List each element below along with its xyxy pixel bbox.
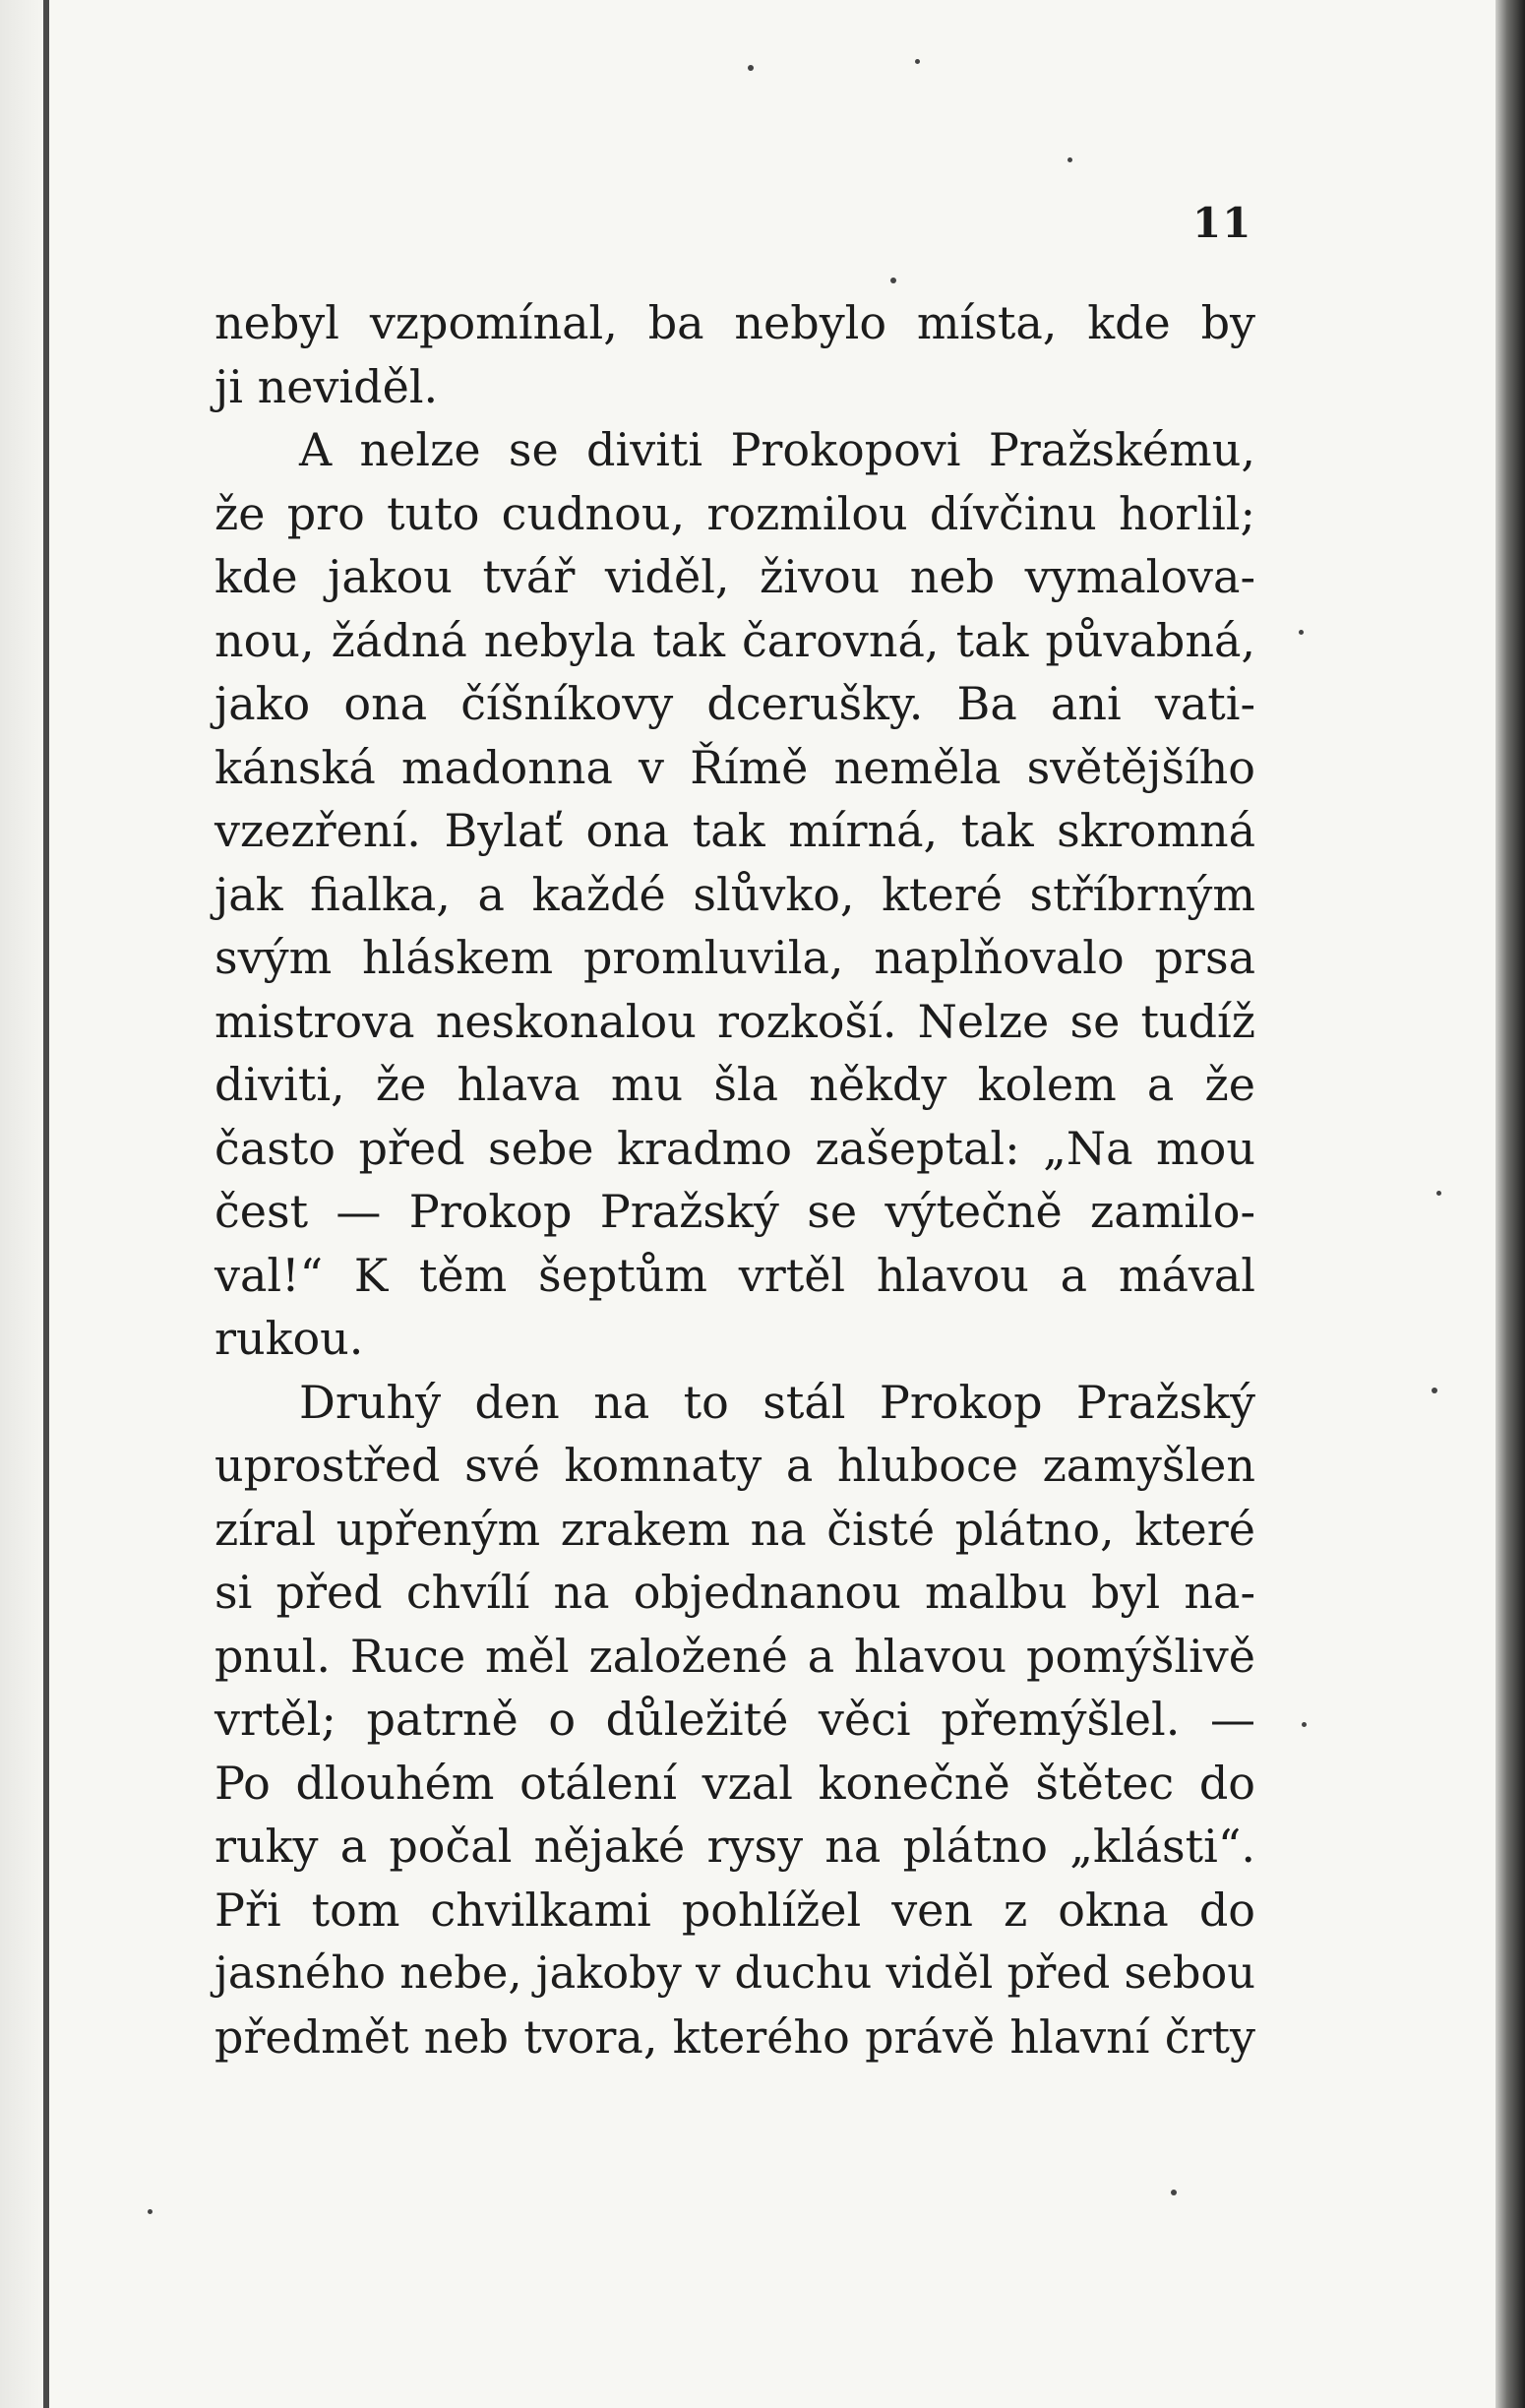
text-line: svým hláskem promluvila, naplňovalo prsa	[214, 931, 1255, 984]
text-line: jako ona číšníkovy dcerušky. Ba ani vati-	[214, 677, 1255, 730]
body-text	[214, 291, 1255, 2068]
text-line: Po dlouhém otálení vzal konečně štětec do	[214, 1756, 1255, 1810]
page-number: 11	[1192, 199, 1252, 247]
text-line: ruky a počal nějaké rysy na plátno „klásti“.	[214, 1820, 1255, 1873]
text-line: zíral upřeným zrakem na čisté plátno, které	[214, 1502, 1255, 1556]
text-line: že pro tuto cudnou, rozmilou dívčinu horlil;	[214, 486, 1255, 540]
text-line: vrtěl; patrně o důležité věci přemýšlel. —	[214, 1693, 1255, 1746]
text-line: kánská madonna v Římě neměla světějšího	[214, 740, 1255, 794]
text-line: nou, žádná nebyla tak čarovná, tak půvabná,	[214, 613, 1255, 667]
binding-edge	[43, 0, 49, 2408]
text-line: často před sebe kradmo zašeptal: „Na mou	[214, 1121, 1255, 1175]
text-line: rukou.	[214, 1312, 364, 1365]
text-line: kde jakou tvář viděl, živou neb vymalova-	[214, 550, 1255, 603]
page-gutter-shadow	[0, 0, 43, 2408]
text-line: vzezření. Bylať ona tak mírná, tak skromná	[214, 804, 1255, 857]
text-line: Při tom chvilkami pohlížel ven z okna do	[214, 1883, 1255, 1937]
text-line: mistrova neskonalou rozkoší. Nelze se tudíž	[214, 994, 1255, 1048]
scan-edge	[1495, 0, 1525, 2408]
text-line: jasného nebe, jakoby v duchu viděl před sebou	[214, 1947, 1255, 1999]
text-line: diviti, že hlava mu šla někdy kolem a že	[214, 1058, 1255, 1111]
text-line: A nelze se diviti Prokopovi Pražskému,	[299, 423, 1255, 476]
text-line: předmět neb tvora, kterého právě hlavní črty	[214, 2009, 1255, 2064]
text-line: Druhý den na to stál Prokop Pražský	[299, 1375, 1255, 1429]
text-line: čest — Prokop Pražský se výtečně zamilo-	[214, 1185, 1255, 1238]
text-line: nebyl vzpomínal, ba nebylo místa, kde by	[214, 296, 1255, 349]
text-line: pnul. Ruce měl založené a hlavou pomýšlivě	[214, 1629, 1255, 1683]
text-line: ji neviděl.	[214, 359, 439, 413]
text-line: val!“ K těm šeptům vrtěl hlavou a mával	[214, 1248, 1255, 1302]
text-line: si před chvílí na objednanou malbu byl na-	[214, 1566, 1255, 1619]
text-line: uprostřed své komnaty a hluboce zamyšlen	[214, 1439, 1255, 1492]
text-line: jak fialka, a každé slůvko, které stříbrným	[214, 867, 1255, 921]
